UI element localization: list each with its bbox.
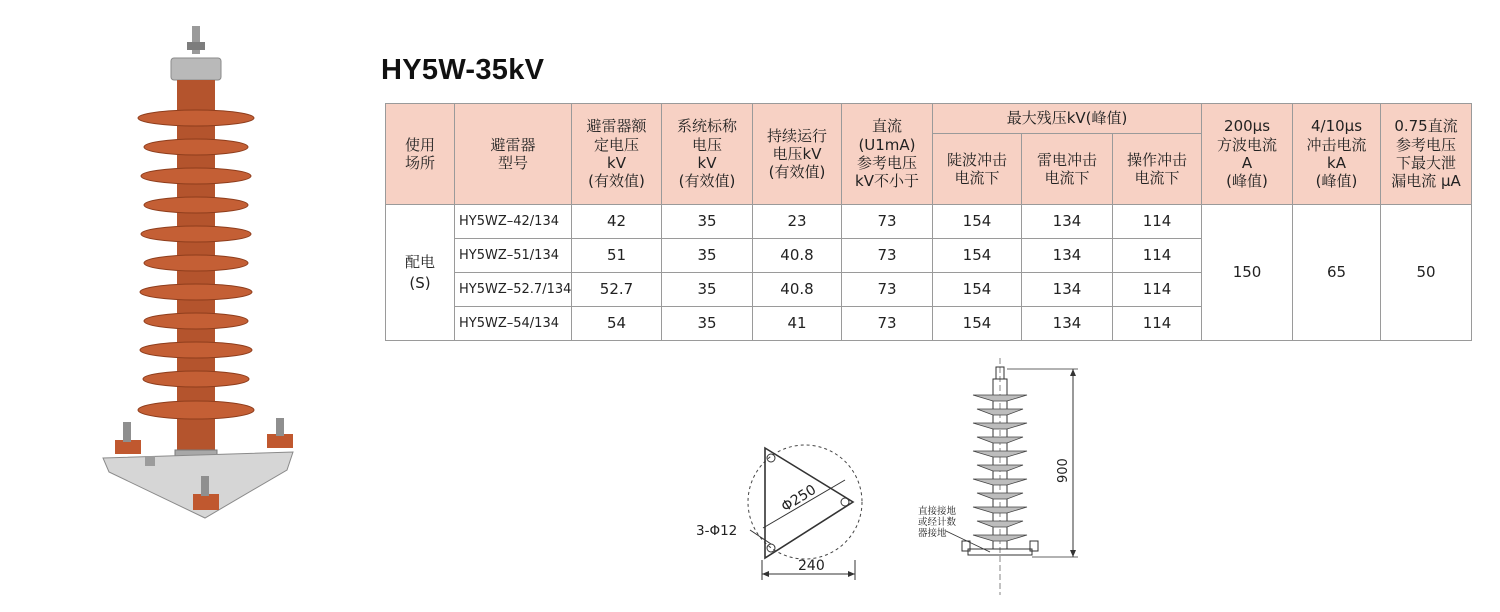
steep-wave-cell: 154 — [933, 205, 1022, 239]
dc-reference-cell: 73 — [842, 239, 933, 273]
system-voltage-cell: 35 — [662, 239, 753, 273]
mount-hole — [767, 544, 775, 552]
steep-wave-cell: 154 — [933, 239, 1022, 273]
header-model-label: 避雷器 型号 — [490, 135, 536, 172]
header-impulse — [1293, 104, 1381, 205]
header-switching — [1113, 134, 1202, 205]
header-continuous-voltage — [753, 104, 842, 205]
switching-cell: 114 — [1113, 273, 1202, 307]
switching-cell: 114 — [1113, 307, 1202, 341]
height-label: 900 — [1056, 458, 1071, 483]
header-lightning — [1022, 134, 1113, 205]
square-wave-cell: 150 — [1202, 205, 1293, 341]
side-elevation-drawing — [910, 355, 1090, 600]
system-voltage-cell: 35 — [662, 205, 753, 239]
location-value: 配电 (S) — [404, 253, 435, 292]
ground-note-line-3: 器接地 — [918, 528, 947, 539]
header-max-residual-label: 最大残压kV(峰值) — [1006, 109, 1128, 128]
base-plate-drawing — [690, 440, 870, 590]
header-continuous-voltage-label: 持续运行 电压kV (有效值) — [766, 126, 827, 182]
arrester-product-photo — [95, 20, 305, 530]
header-switching-label: 操作冲击 电流下 — [1127, 150, 1188, 187]
header-square-wave — [1202, 104, 1293, 205]
location-cell — [386, 205, 455, 341]
ground-note-line-2: 或经计数 — [918, 517, 957, 528]
lightning-cell: 134 — [1022, 307, 1113, 341]
rated-voltage-cell: 54 — [572, 307, 662, 341]
continuous-voltage-cell: 40.8 — [753, 273, 842, 307]
leakage-cell: 50 — [1381, 205, 1472, 341]
model-cell: HY5WZ–42/134 — [455, 205, 572, 239]
dc-reference-cell: 73 — [842, 307, 933, 341]
header-system-voltage — [662, 104, 753, 205]
header-impulse-label: 4/10μs 冲击电流 kA (峰值) — [1306, 117, 1367, 191]
steep-wave-cell: 154 — [933, 307, 1022, 341]
arrow — [1070, 550, 1076, 557]
header-leakage-label: 0.75直流 参考电压 下最大泄 漏电流 μA — [1391, 117, 1461, 191]
header-square-wave-label: 200μs 方波电流 A (峰值) — [1217, 117, 1278, 191]
hole-label: 3-Φ12 — [696, 523, 738, 539]
header-max-residual — [933, 104, 1202, 134]
ground-note-line-1: 直接接地 — [918, 506, 957, 517]
header-location-label: 使用 场所 — [404, 135, 435, 172]
hole-leader — [750, 530, 771, 544]
impulse-cell: 65 — [1293, 205, 1381, 341]
header-location — [386, 104, 455, 205]
switching-cell: 114 — [1113, 239, 1202, 273]
rated-voltage-cell: 51 — [572, 239, 662, 273]
system-voltage-cell: 35 — [662, 307, 753, 341]
header-lightning-label: 雷电冲击 电流下 — [1036, 150, 1097, 187]
table-row — [386, 205, 1472, 239]
continuous-voltage-cell: 40.8 — [753, 239, 842, 273]
header-row-1 — [386, 104, 1472, 134]
rated-voltage-cell: 52.7 — [572, 273, 662, 307]
base-plate-outline — [765, 448, 853, 558]
dc-reference-cell: 73 — [842, 273, 933, 307]
header-rated-voltage-label: 避雷器额 定电压 kV (有效值) — [586, 117, 647, 191]
continuous-voltage-cell: 23 — [753, 205, 842, 239]
width-label: 240 — [798, 558, 825, 574]
header-dc-reference — [842, 104, 933, 205]
header-dc-reference-label: 直流 (U1mA) 参考电压 kV不小于 — [855, 117, 919, 191]
mount-hole — [841, 498, 849, 506]
model-cell: HY5WZ–51/134 — [455, 239, 572, 273]
arrow — [848, 571, 855, 577]
lightning-cell: 134 — [1022, 273, 1113, 307]
rated-voltage-cell: 42 — [572, 205, 662, 239]
header-steep-wave-label: 陡波冲击 电流下 — [946, 150, 1007, 187]
continuous-voltage-cell: 41 — [753, 307, 842, 341]
dc-reference-cell: 73 — [842, 205, 933, 239]
header-model — [455, 104, 572, 205]
header-rated-voltage — [572, 104, 662, 205]
steep-wave-cell: 154 — [933, 273, 1022, 307]
lightning-cell: 134 — [1022, 239, 1113, 273]
diameter-label: Φ250 — [778, 481, 820, 516]
arrow — [762, 571, 769, 577]
model-cell: HY5WZ–54/134 — [455, 307, 572, 341]
header-steep-wave — [933, 134, 1022, 205]
header-leakage — [1381, 104, 1472, 205]
product-title: HY5W-35kV — [381, 54, 545, 86]
specification-table — [385, 103, 1472, 341]
model-cell: HY5WZ–52.7/134 — [455, 273, 572, 307]
arrow — [1070, 369, 1076, 376]
lightning-cell: 134 — [1022, 205, 1113, 239]
switching-cell: 114 — [1113, 205, 1202, 239]
system-voltage-cell: 35 — [662, 273, 753, 307]
header-system-voltage-label: 系统标称 电压 kV (有效值) — [676, 117, 737, 191]
